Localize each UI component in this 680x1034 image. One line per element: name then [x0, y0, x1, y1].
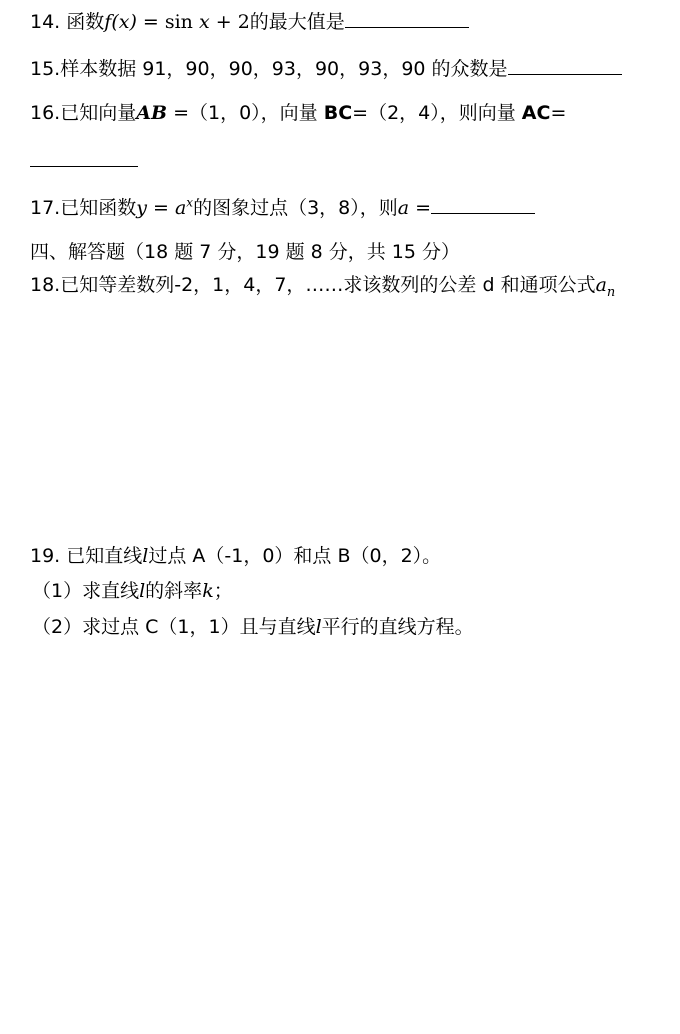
- question-19: [30, 543, 441, 569]
- q16-vector-ac: AC: [521, 102, 551, 124]
- q17-answer-blank[interactable]: [431, 193, 535, 214]
- q19-sub2-end: 平行的直线方程。: [321, 616, 474, 638]
- q17-prefix: 17.已知函数: [30, 197, 137, 219]
- q16-answer-blank[interactable]: [30, 146, 138, 167]
- q15-text: 15.样本数据 91，90，90，93，90，93，90 的众数是: [30, 58, 508, 80]
- q19-l: l: [142, 545, 149, 567]
- q18-a: a: [595, 274, 607, 296]
- q16-vector-ab: AB: [136, 102, 168, 124]
- q17-a2: a: [397, 197, 410, 219]
- section-4-title-text: 四、解答题（18 题 7 分，19 题 8 分，共 15 分）: [30, 241, 461, 263]
- question-19-part-2: [32, 614, 474, 640]
- q17-x-exponent: x: [186, 195, 194, 210]
- q19-sub2-prefix: （2）求过点 C（1，1）且与直线: [32, 616, 316, 638]
- question-17: [30, 193, 535, 219]
- q19-sub1-end: ；: [213, 580, 233, 602]
- q19-sub1-mid: 的斜率: [145, 580, 203, 602]
- q19-prefix: 19. 已知直线: [30, 545, 143, 567]
- q14-func-name: f: [104, 11, 112, 33]
- q16-equals: =: [167, 102, 189, 124]
- q19-sub1-k: k: [202, 580, 214, 602]
- q17-equals: =: [146, 197, 175, 219]
- q19-mid: 过点 A（-1，0）和点 B（0，2）。: [148, 545, 442, 567]
- q19-sub1-l: l: [139, 580, 146, 602]
- q17-mid: 的图象过点（3，8），则: [193, 197, 398, 219]
- question-15: [30, 54, 622, 80]
- q14-equals: =: [136, 11, 165, 33]
- q17-equals2: =: [409, 197, 432, 219]
- q17-a: a: [174, 197, 187, 219]
- q19-sub2-l: l: [315, 616, 322, 638]
- q14-suffix: 的最大值是: [249, 11, 345, 33]
- q16-vector-bc: BC: [323, 102, 353, 124]
- q19-sub1-prefix: （1）求直线: [32, 580, 140, 602]
- question-18: [30, 272, 615, 298]
- q14-plus-two: + 2: [209, 11, 250, 33]
- q18-n-subscript: n: [606, 284, 616, 300]
- question-16: [30, 100, 566, 126]
- q16-mid: （1，0），向量: [189, 102, 324, 124]
- question-14: [30, 7, 469, 33]
- q17-y: y: [136, 197, 147, 219]
- question-16-blank-line: [30, 146, 138, 172]
- q16-mid2: =（2，4），则向量: [352, 102, 522, 124]
- q16-prefix: 16.已知向量: [30, 102, 137, 124]
- q15-answer-blank[interactable]: [508, 54, 622, 75]
- q14-var-x: x: [192, 11, 210, 33]
- q14-sin: sin: [164, 11, 193, 33]
- q14-prefix: 14. 函数: [30, 11, 105, 33]
- question-19-part-1: [32, 578, 233, 604]
- q18-text: 18.已知等差数列-2，1，4，7，……求该数列的公差 d 和通项公式: [30, 274, 596, 296]
- q14-answer-blank[interactable]: [345, 7, 469, 28]
- q16-end: =: [550, 102, 567, 124]
- section-4-title: [30, 239, 460, 265]
- q14-func-arg: (x): [111, 11, 137, 33]
